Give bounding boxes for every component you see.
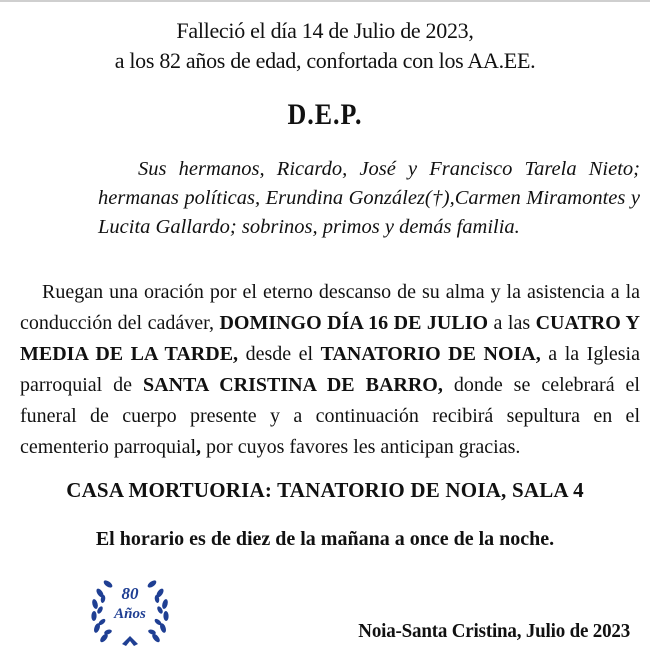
family-paragraph (98, 155, 640, 242)
body-church: SANTA CRISTINA DE BARRO, (143, 374, 443, 396)
funeral-home-line: CASA MORTUORIA: TANATORIO DE NOIA, SALA 4 (66, 478, 584, 502)
body-text-1: Ruegan una oración por el eterno descanso de su alma y la asistencia a la conducción del cadáver, (20, 281, 640, 334)
body-paragraph (20, 277, 640, 463)
dep-heading: D.E.P. (287, 97, 363, 132)
body-comma: , (196, 436, 202, 458)
body-text-6: por cuyos favores les anticipan gracias. (201, 436, 521, 458)
body-text-4: a la Iglesia parroquial de (20, 343, 640, 396)
body-text (20, 277, 640, 463)
body-origin: TANATORIO DE NOIA, (320, 343, 541, 365)
hours-line: El horario es de diez de la mañana a once de la noche. (95, 528, 555, 550)
age-line: a los 82 años de edad, confortada con los AA.EE. (114, 48, 536, 73)
family-text: Sus hermanos, Ricardo, José y Francisco Tarela Nieto; hermanas políticas, Erundina González(†),Carmen Miramontes y Lucita Gallardo; sobrinos, primos y demás familia. (98, 158, 640, 238)
body-date: DOMINGO DÍA 16 DE JULIO (219, 312, 489, 334)
place-date-footer: Noia-Santa Cristina, Julio de 2023 (358, 620, 630, 642)
body-text-5: donde se celebrará el funeral de cuerpo presente y a continuación recibirá sepultura en el cementerio parroquial (20, 374, 640, 458)
body-text-2: a las (488, 312, 536, 334)
logo-number: 80 (121, 584, 139, 603)
body-text-3: desde el (238, 343, 321, 365)
top-divider (0, 0, 650, 8)
laurel-wreath-icon (82, 566, 178, 650)
logo-label: Años (114, 606, 146, 622)
anniversary-logo (82, 566, 178, 650)
body-time: CUATRO Y MEDIA DE LA TARDE, (20, 312, 640, 365)
death-date-line: Falleció el día 14 de Julio de 2023, (176, 18, 474, 43)
